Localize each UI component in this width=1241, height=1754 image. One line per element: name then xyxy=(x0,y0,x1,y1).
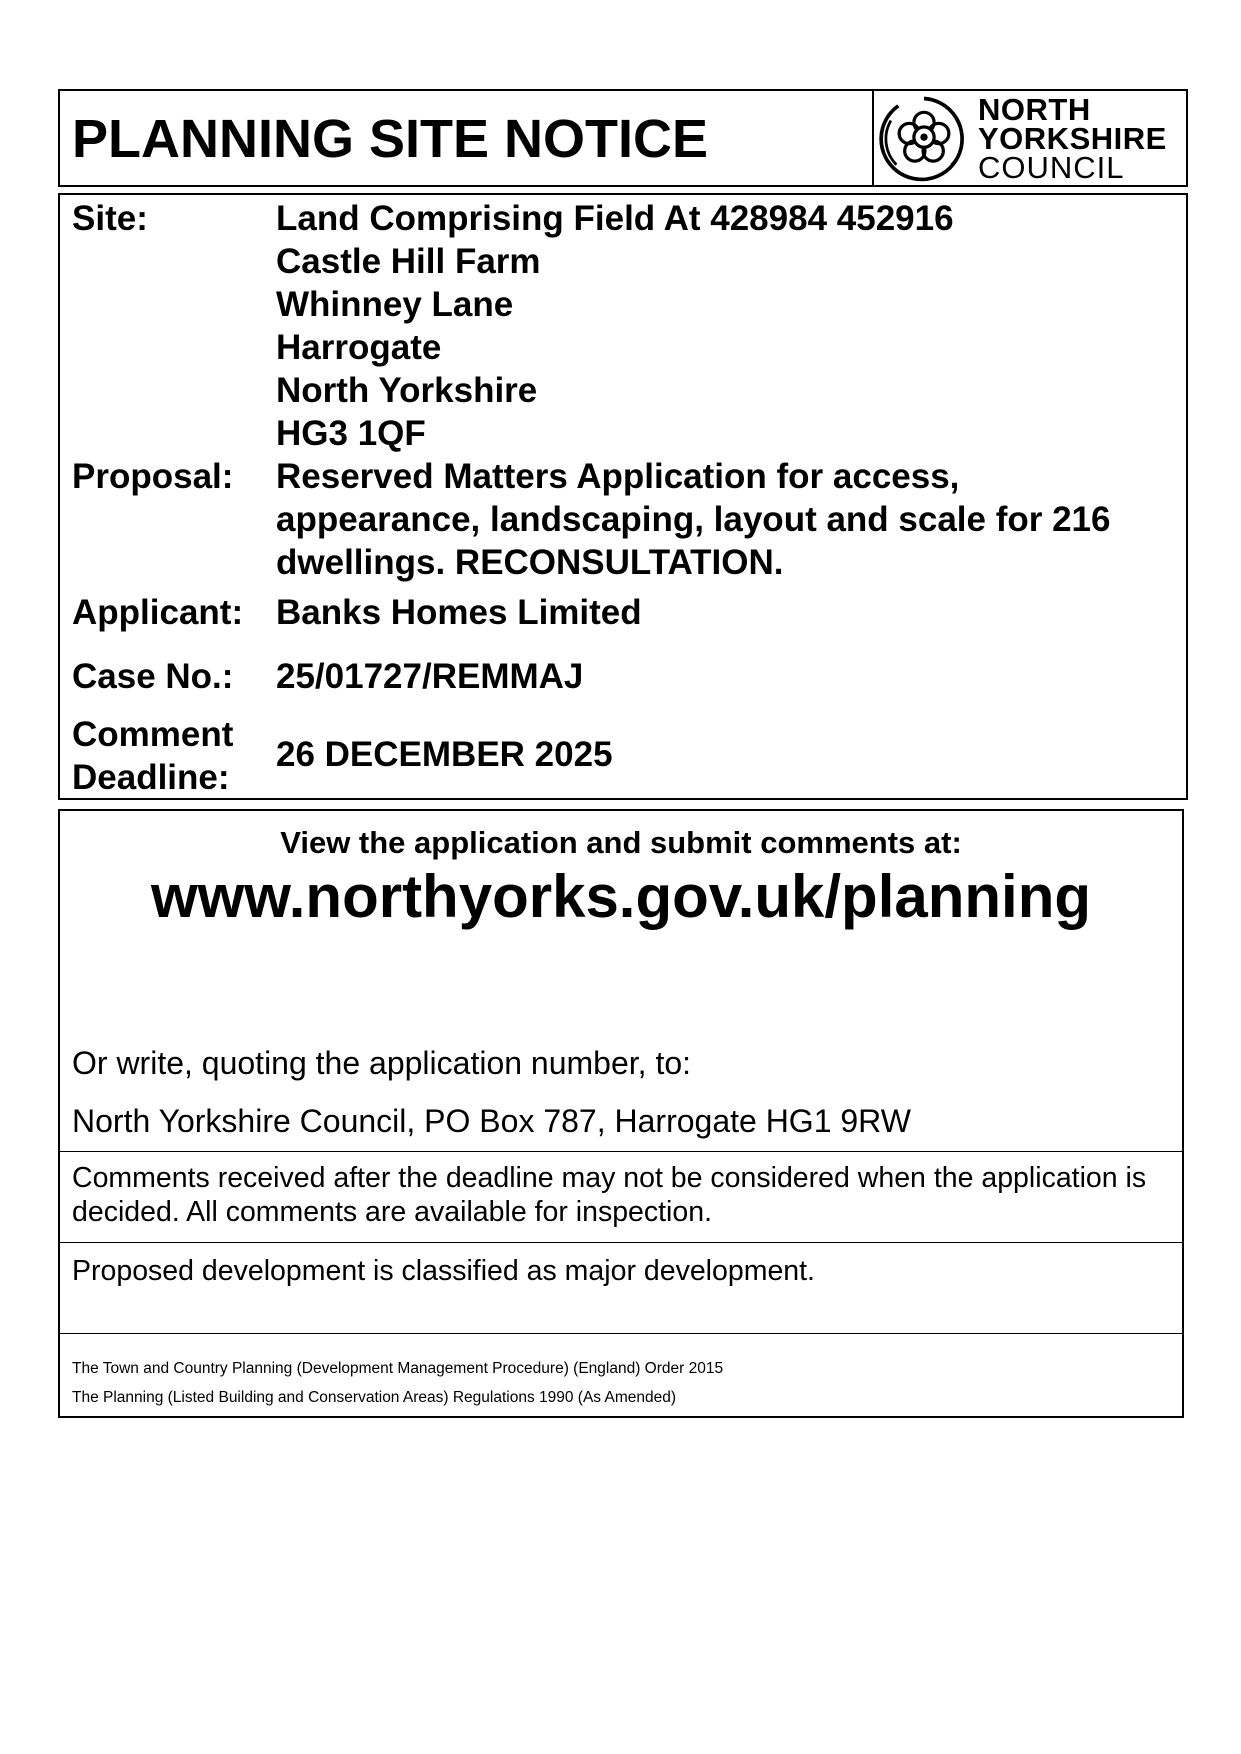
or-write-text: Or write, quoting the application number, to: xyxy=(72,1045,692,1081)
application-details xyxy=(58,193,1188,800)
yorkshire-rose-icon xyxy=(878,93,970,185)
case-number: 25/01727/REMMAJ xyxy=(276,657,584,696)
divider xyxy=(60,1151,1182,1152)
logo-line-north: NORTH xyxy=(978,92,1091,127)
site-label: Site: xyxy=(72,199,148,238)
notice-title-box xyxy=(58,89,874,187)
proposal-value xyxy=(276,455,1178,584)
site-line: North Yorkshire xyxy=(276,371,538,410)
logo-line-yorkshire: YORKSHIRE xyxy=(978,121,1167,156)
deadline-value xyxy=(276,733,1178,776)
divider xyxy=(60,1242,1182,1243)
deadline-label-line: Comment xyxy=(72,715,234,754)
site-value xyxy=(276,197,1178,455)
deadline-label-line: Deadline: xyxy=(72,758,230,797)
planning-website-link[interactable]: www.northyorks.gov.uk/planning xyxy=(150,863,1092,930)
site-line: Harrogate xyxy=(276,328,442,367)
case-label: Case No.: xyxy=(72,657,234,696)
proposal-line: appearance, landscaping, layout and scale for 216 xyxy=(276,500,1111,539)
deadline-date: 26 DECEMBER 2025 xyxy=(276,735,613,774)
postal-address: North Yorkshire Council, PO Box 787, Harrogate HG1 9RW xyxy=(72,1103,911,1139)
view-heading: View the application and submit comments at: xyxy=(280,825,962,860)
deadline-label xyxy=(72,713,233,799)
site-line: Land Comprising Field At 428984 452916 xyxy=(276,199,954,238)
applicant-label: Applicant: xyxy=(72,593,244,632)
case-value xyxy=(276,655,1178,698)
legislation-references xyxy=(72,1354,723,1412)
legislation-line: The Town and Country Planning (Development Management Procedure) (England) Order 2015 xyxy=(72,1360,724,1377)
legislation-line: The Planning (Listed Building and Conservation Areas) Regulations 1990 (As Amended) xyxy=(72,1389,677,1406)
site-line: Castle Hill Farm xyxy=(276,242,541,281)
comment-info-box xyxy=(58,809,1184,1418)
applicant-name: Banks Homes Limited xyxy=(276,593,642,632)
proposal-line: Reserved Matters Application for access, xyxy=(276,457,960,496)
divider xyxy=(60,1333,1182,1334)
comments-note: Comments received after the deadline may not be considered when the application is decided. All comments are available for inspection. xyxy=(72,1162,1147,1228)
logo-line-council: COUNCIL xyxy=(978,150,1125,185)
logo-wordmark xyxy=(978,92,1167,185)
site-line: HG3 1QF xyxy=(276,414,426,453)
site-line: Whinney Lane xyxy=(276,285,514,324)
council-logo xyxy=(872,89,1188,187)
page-title: PLANNING SITE NOTICE xyxy=(72,109,709,169)
development-classification: Proposed development is classified as major development. xyxy=(72,1255,815,1287)
applicant-value xyxy=(276,591,1178,634)
proposal-label: Proposal: xyxy=(72,457,234,496)
proposal-line: dwellings. RECONSULTATION. xyxy=(276,543,784,582)
